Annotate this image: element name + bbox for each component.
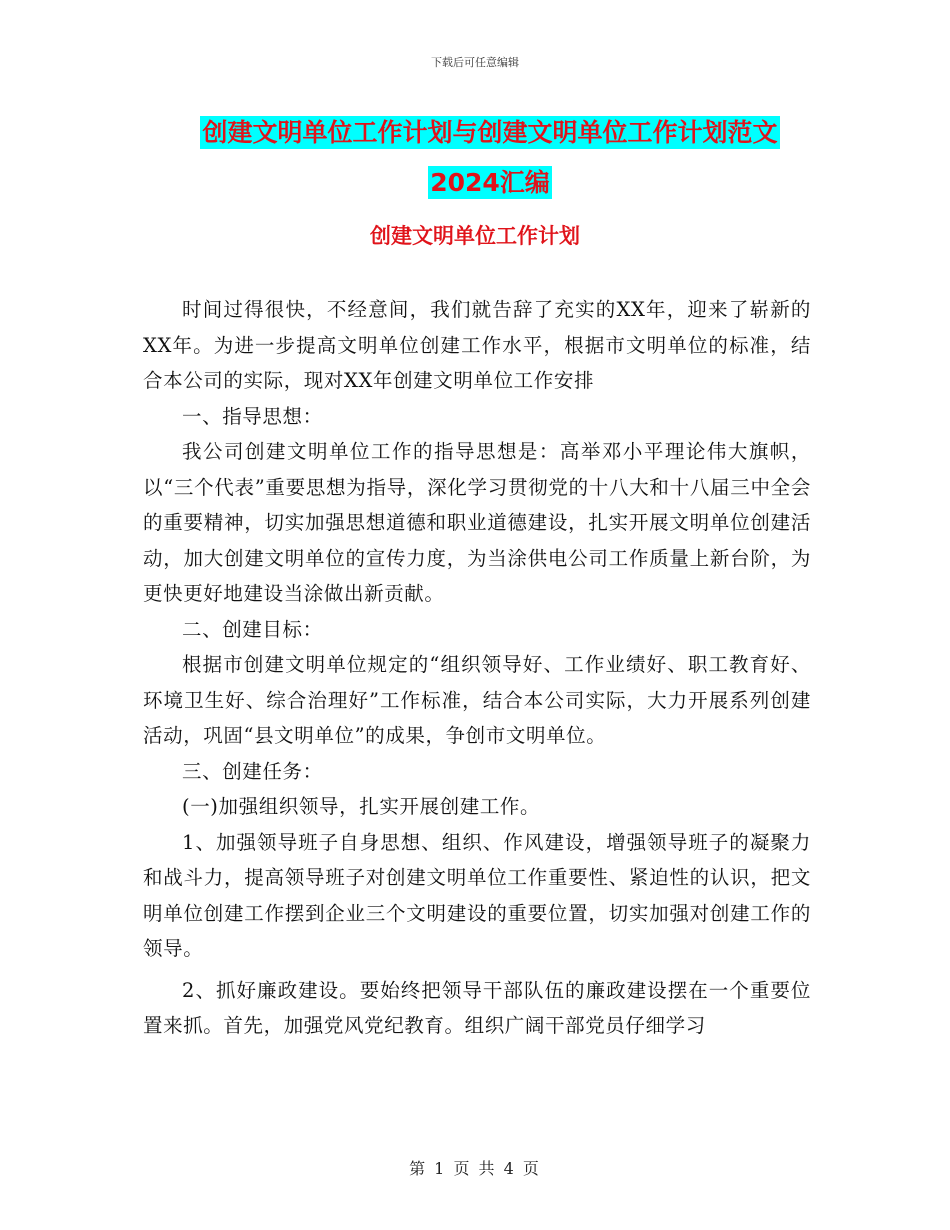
section-title: 创建文明单位工作计划	[370, 224, 580, 248]
subheading-leadership: (一)加强组织领导，扎实开展创建工作。	[182, 795, 541, 818]
title-line-1: 创建文明单位工作计划与创建文明单位工作计划范文	[202, 118, 778, 147]
paragraph-item-1: 1、加强领导班子自身思想、组织、作风建设，增强领导班子的凝聚力和战斗力，提高领导班子对创建文明单位工作重要性、紧迫性的认识，把文明单位创建工作摆到企业三个文明建设的重要位置，切实加强对创建工作的领导。	[143, 830, 811, 960]
document-title	[150, 108, 830, 208]
paragraph-guiding-ideology: 我公司创建文明单位工作的指导思想是：高举邓小平理论伟大旗帜，以“三个代表”重要思想为指导，深化学习贯彻党的十八大和十八届三中全会的重要精神，切实加强思想道德和职业道德建设，扎实开展文明单位创建活动，加大创建文明单位的宣传力度，为当涂供电公司工作质量上新台阶，为更快更好地建设当涂做出新贡献。	[143, 440, 811, 605]
heading-goals: 二、创建目标：	[182, 617, 323, 641]
page-number: 第 1 页 共 4 页	[409, 1159, 541, 1178]
document-body	[143, 292, 811, 1044]
paragraph-goals: 根据市创建文明单位规定的“组织领导好、工作业绩好、职工教育好、环境卫生好、综合治理好”工作标准，结合本公司实际，大力开展系列创建活动，巩固“县文明单位”的成果，争创市文明单位。	[143, 653, 811, 747]
paragraph-intro: 时间过得很快，不经意间，我们就告辞了充实的XX年，迎来了崭新的XX年。为进一步提高文明单位创建工作水平，根据市文明单位的标准，结合本公司的实际，现对XX年创建文明单位工作安排	[143, 298, 811, 392]
paragraph-item-2: 2、抓好廉政建设。要始终把领导干部队伍的廉政建设摆在一个重要位置来抓。首先，加强党风党纪教育。组织广阔干部党员仔细学习	[143, 978, 811, 1037]
heading-guiding-ideology: 一、指导思想：	[182, 404, 323, 428]
title-line-2: 2024汇编	[430, 168, 550, 197]
heading-tasks: 三、创建任务：	[182, 759, 323, 783]
page-header: 下载后可任意编辑	[431, 56, 519, 69]
